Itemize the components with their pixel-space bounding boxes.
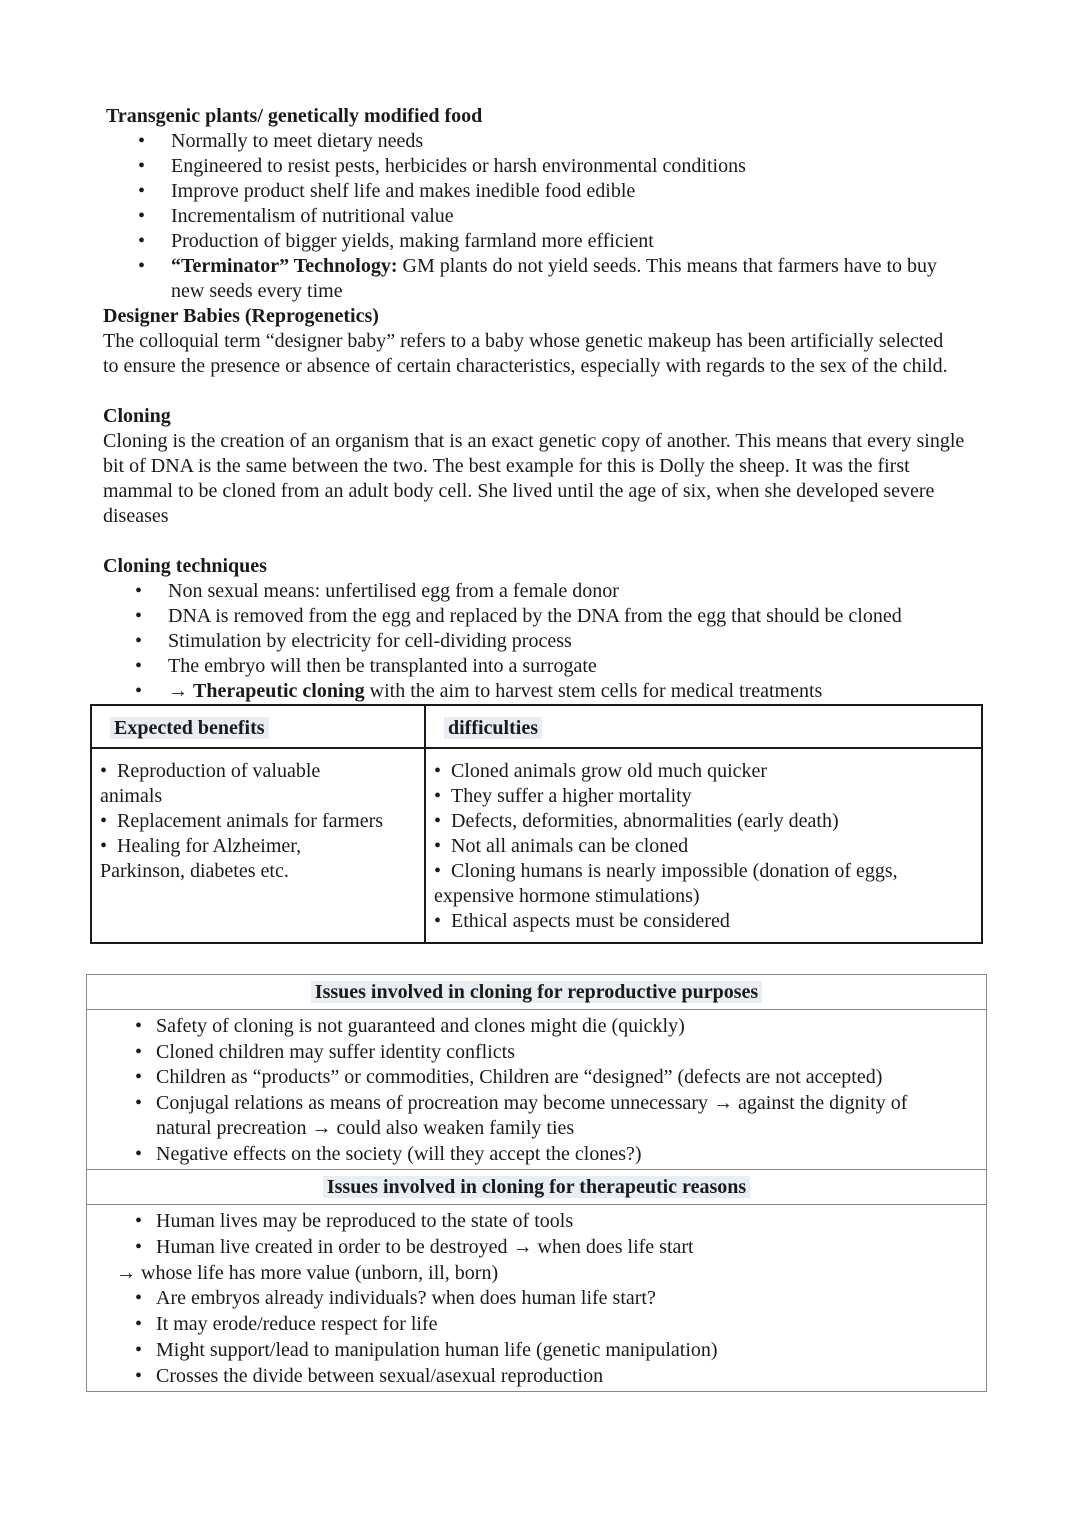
list-item: • Children as “products” or commodities, Children are “designed” (defects are not accepted): [135, 1065, 986, 1091]
therapeutic-issues-list-continued: [135, 1286, 986, 1389]
table-header-row: [91, 705, 982, 748]
terminator-text: GM plants do not yield seeds. This means that farmers have to buy new seeds every time: [171, 255, 938, 302]
list-item: • Safety of cloning is not guaranteed and clones might die (quickly): [135, 1014, 986, 1040]
table-header-cell: [425, 705, 982, 748]
list-item: • Cloned children may suffer identity conflicts: [135, 1040, 986, 1066]
difficulty-item: • Defects, deformities, abnormalities (early death): [434, 809, 975, 834]
therapeutic-issues-list: [135, 1209, 986, 1261]
therapeutic-header-cell: [87, 1170, 987, 1205]
reproductive-header-cell: [87, 975, 987, 1010]
list-item: • Stimulation by electricity for cell-dividing process: [103, 629, 983, 654]
designer-section: [103, 304, 983, 379]
table-header-cell: [91, 705, 425, 748]
table-row: [87, 1010, 987, 1170]
cloning-heading: Cloning: [103, 405, 171, 427]
designer-paragraph: The colloquial term “designer baby” refers to a baby whose genetic makeup has been artificially selected to ensure the presence or absence of certain characteristics, especially with regards to the sex of the child.: [103, 330, 948, 377]
techniques-heading: Cloning techniques: [103, 555, 267, 577]
reproductive-issues-header: Issues involved in cloning for reproductive purposes: [311, 981, 762, 1003]
transgenic-section: [106, 104, 986, 304]
cloning-paragraph: Cloning is the creation of an organism that is an exact genetic copy of another. This means that every single bit of DNA is the same between the two. The best example for this is Dolly the sheep. It was the first mammal to be cloned from an adult body cell. She lived until the age of six, when she developed severe diseases: [103, 430, 965, 527]
list-item: • Incrementalism of nutritional value: [106, 204, 986, 229]
list-item: [103, 679, 983, 704]
reproductive-issues-cell: [87, 1010, 987, 1170]
table-header-row: [87, 1170, 987, 1205]
therapeutic-issues-cell: [87, 1205, 987, 1392]
difficulty-item-continued: expensive hormone stimulations): [434, 885, 700, 907]
list-item: • Are embryos already individuals? when does human life start?: [135, 1286, 986, 1312]
list-item: • Human live created in order to be destroyed → when does life start: [135, 1235, 986, 1261]
designer-heading: Designer Babies (Reprogenetics): [103, 305, 379, 327]
reproductive-issues-list: [135, 1014, 986, 1167]
difficulty-item: • Ethical aspects must be considered: [434, 909, 975, 934]
arrow-glyph: →: [168, 680, 193, 702]
benefits-cell: [91, 748, 425, 943]
list-item: • Human lives may be reproduced to the state of tools: [135, 1209, 986, 1235]
table-header-row: [87, 975, 987, 1010]
list-item: • Negative effects on the society (will they accept the clones?): [135, 1142, 986, 1168]
list-item: • Might support/lead to manipulation human life (genetic manipulation): [135, 1338, 986, 1364]
list-item: • Crosses the divide between sexual/asexual reproduction: [135, 1364, 986, 1390]
table-row: [87, 1205, 987, 1392]
benefits-header: Expected benefits: [110, 717, 269, 739]
benefit-item: • Reproduction of valuable: [100, 759, 418, 784]
list-item: • Non sexual means: unfertilised egg from a female donor: [103, 579, 983, 604]
list-item: • The embryo will then be transplanted into a surrogate: [103, 654, 983, 679]
benefit-item: • Healing for Alzheimer,: [100, 834, 418, 859]
terminator-bold: “Terminator” Technology:: [171, 255, 398, 277]
techniques-list: [103, 579, 983, 704]
list-item: • Engineered to resist pests, herbicides or harsh environmental conditions: [106, 154, 986, 179]
list-item: • It may erode/reduce respect for life: [135, 1312, 986, 1338]
difficulties-header: difficulties: [444, 717, 542, 739]
therapeutic-cloning-bold: Therapeutic cloning: [193, 680, 365, 702]
difficulty-item: • Not all animals can be cloned: [434, 834, 975, 859]
difficulties-cell: [425, 748, 982, 943]
arrow-continuation-line: → whose life has more value (unborn, ill, born): [116, 1261, 499, 1284]
cloning-section: [103, 404, 983, 529]
benefit-item: • Replacement animals for farmers: [100, 809, 418, 834]
issues-table: [86, 974, 987, 1392]
benefits-difficulties-table: [90, 704, 983, 944]
transgenic-list: [106, 129, 986, 304]
table-row: [91, 748, 982, 943]
list-item: • Normally to meet dietary needs: [106, 129, 986, 154]
difficulty-item: • Cloned animals grow old much quicker: [434, 759, 975, 784]
difficulty-item: • Cloning humans is nearly impossible (donation of eggs,: [434, 859, 975, 884]
techniques-section: [103, 554, 983, 704]
difficulty-item: • They suffer a higher mortality: [434, 784, 975, 809]
list-item: • Improve product shelf life and makes inedible food edible: [106, 179, 986, 204]
list-item: • DNA is removed from the egg and replaced by the DNA from the egg that should be cloned: [103, 604, 983, 629]
therapeutic-cloning-text: with the aim to harvest stem cells for medical treatments: [364, 680, 823, 702]
list-item: [106, 254, 971, 304]
therapeutic-issues-header: Issues involved in cloning for therapeutic reasons: [323, 1176, 750, 1198]
list-item: • Production of bigger yields, making farmland more efficient: [106, 229, 986, 254]
transgenic-heading: Transgenic plants/ genetically modified food: [106, 105, 483, 127]
benefit-item-continued: Parkinson, diabetes etc.: [100, 860, 289, 882]
list-item: • Conjugal relations as means of procreation may become unnecessary → against the dignity of natural precreation → could also weaken family ties: [135, 1091, 946, 1142]
benefit-item-continued: animals: [100, 785, 163, 807]
